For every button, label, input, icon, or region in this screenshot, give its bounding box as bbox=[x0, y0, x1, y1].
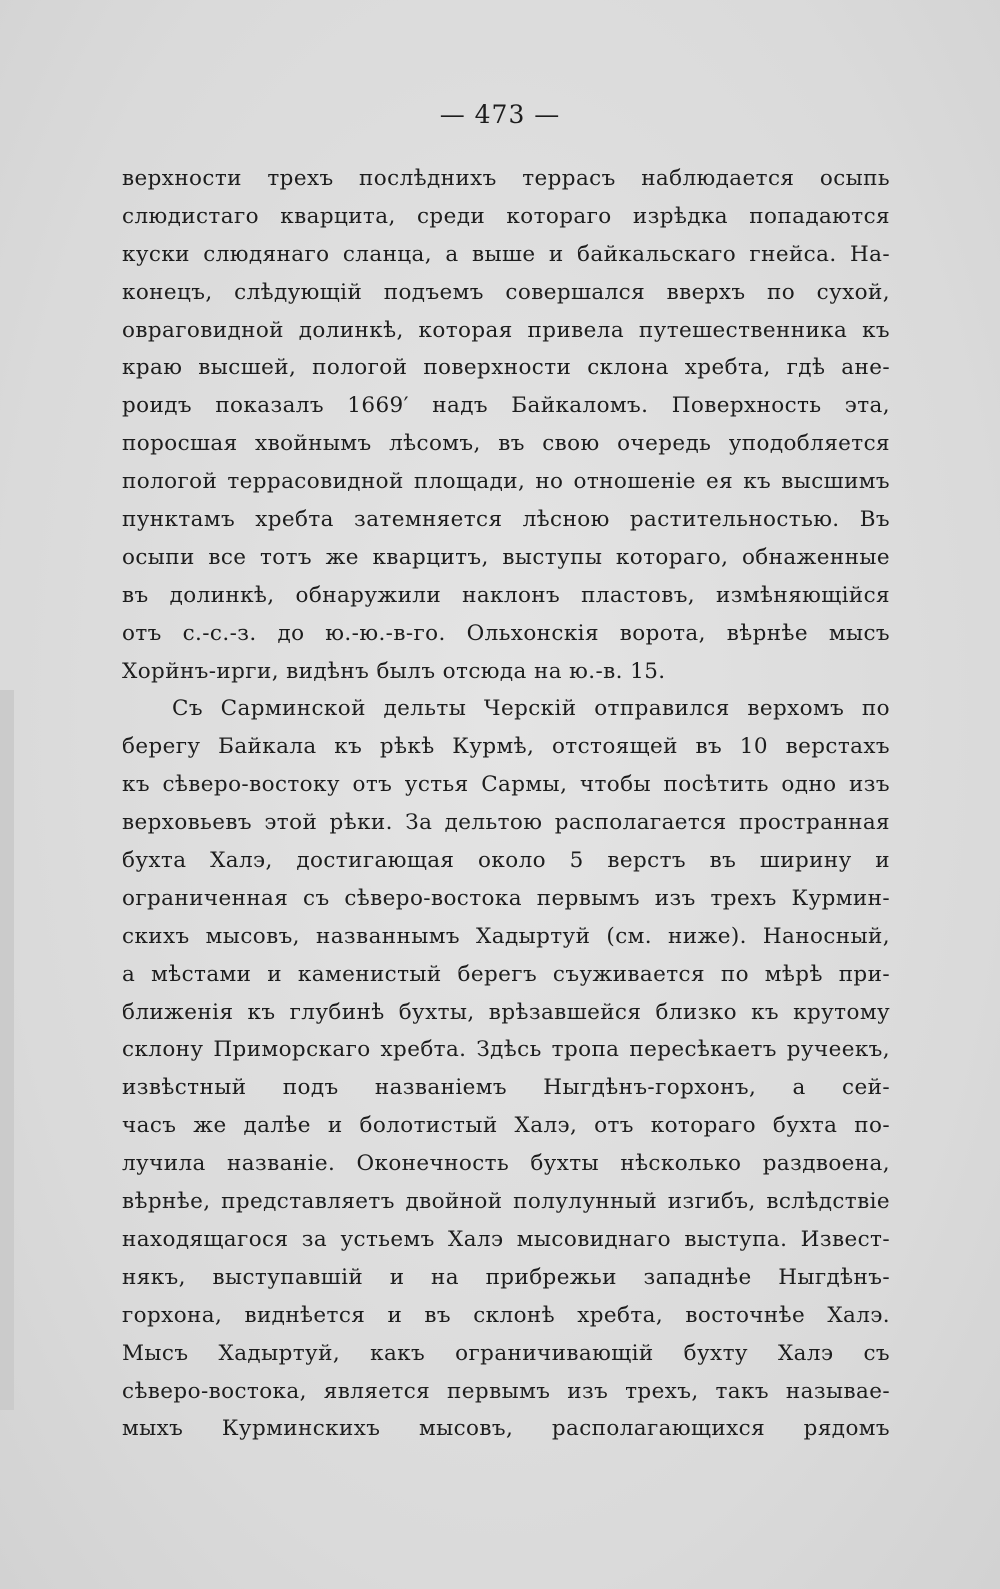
text-line: овраговидной долинкѣ, которая привела путешественника къ bbox=[122, 317, 890, 343]
text-line: ограниченная съ сѣверо-востока первымъ изъ трехъ Курмин- bbox=[122, 885, 890, 911]
text-line: сѣверо-востока, является первымъ изъ трехъ, такъ называе- bbox=[122, 1378, 890, 1404]
text-line: краю высшей, пологой поверхности склона хребта, гдѣ ане- bbox=[122, 355, 890, 381]
text-line: отъ с.-с.-з. до ю.-ю.-в-го. Ольхонскія ворота, вѣрнѣе мысъ bbox=[122, 620, 890, 646]
text-line: къ сѣверо-востоку отъ устья Сармы, чтобы посѣтить одно изъ bbox=[122, 772, 890, 798]
text-line: Съ Сарминской дельты Черскій отправился верхомъ по bbox=[172, 696, 890, 722]
text-line: горхона, виднѣется и въ склонѣ хребта, восточнѣе Халэ. bbox=[122, 1302, 890, 1328]
text-line: ближенія къ глубинѣ бухты, врѣзавшейся близко къ крутому bbox=[122, 999, 890, 1025]
text-line: поросшая хвойнымъ лѣсомъ, въ свою очередь уподобляется bbox=[122, 431, 890, 457]
text-line: осыпи все тотъ же кварцитъ, выступы котораго, обнаженные bbox=[122, 544, 890, 570]
text-line: конецъ, слѣдующій подъемъ совершался вверхъ по сухой, bbox=[122, 279, 890, 305]
text-line: скихъ мысовъ, названнымъ Хадыртуй (см. ниже). Наносный, bbox=[122, 923, 890, 949]
text-line: куски слюдянаго сланца, а выше и байкальскаго гнейса. На- bbox=[122, 241, 890, 267]
text-line: верхности трехъ послѣднихъ террасъ наблюдается осыпь bbox=[122, 166, 890, 191]
text-line: извѣстный подъ названіемъ Ныгдѣнъ-горхонъ, а сей- bbox=[122, 1075, 890, 1101]
page-number: — 473 — bbox=[439, 100, 561, 129]
text-line: склону Приморскаго хребта. Здѣсь тропа пересѣкаетъ ручеекъ, bbox=[122, 1037, 890, 1063]
text-line: слюдистаго кварцита, среди котораго изрѣдка попадаются bbox=[122, 203, 890, 229]
text-line: пунктамъ хребта затемняется лѣсною растительностью. Въ bbox=[122, 507, 890, 533]
text-line: верховьевъ этой рѣки. За дельтою располагается пространная bbox=[122, 810, 890, 836]
text-line: някъ, выступавшій и на прибрежьи западнѣе Ныгдѣнъ- bbox=[122, 1264, 890, 1290]
page-edge-shadow bbox=[0, 690, 14, 1410]
text-line: мыхъ Курминскихъ мысовъ, располагающихся рядомъ bbox=[122, 1416, 890, 1442]
text-line: роидъ показалъ 1669′ надъ Байкаломъ. Поверхность эта, bbox=[122, 393, 890, 419]
text-line: въ долинкѣ, обнаружили наклонъ пластовъ, измѣняющійся bbox=[122, 582, 890, 608]
text-line: Мысъ Хадыртуй, какъ ограничивающій бухту Халэ съ bbox=[122, 1340, 890, 1366]
text-line: вѣрнѣе, представляетъ двойной полулунный изгибъ, вслѣдствіе bbox=[122, 1189, 890, 1215]
text-line: находящагося за устьемъ Халэ мысовиднаго выступа. Извест- bbox=[122, 1226, 890, 1252]
text-line: лучила названіе. Оконечность бухты нѣсколько раздвоена, bbox=[122, 1151, 890, 1177]
text-line: берегу Байкала къ рѣкѣ Курмѣ, отстоящей въ 10 верстахъ bbox=[122, 734, 890, 760]
text-line: бухта Халэ, достигающая около 5 верстъ въ ширину и bbox=[122, 848, 890, 874]
text-line: а мѣстами и каменистый берегъ съуживается по мѣрѣ при- bbox=[122, 961, 890, 987]
text-line: пологой террасовидной площади, но отношеніе ея къ высшимъ bbox=[122, 469, 890, 495]
text-line: Хорйнъ-ирги, видѣнъ былъ отсюда на ю.-в. 15. bbox=[122, 658, 666, 684]
text-line: часъ же далѣе и болотистый Халэ, отъ котораго бухта по- bbox=[122, 1113, 890, 1139]
body-text bbox=[122, 160, 890, 1448]
